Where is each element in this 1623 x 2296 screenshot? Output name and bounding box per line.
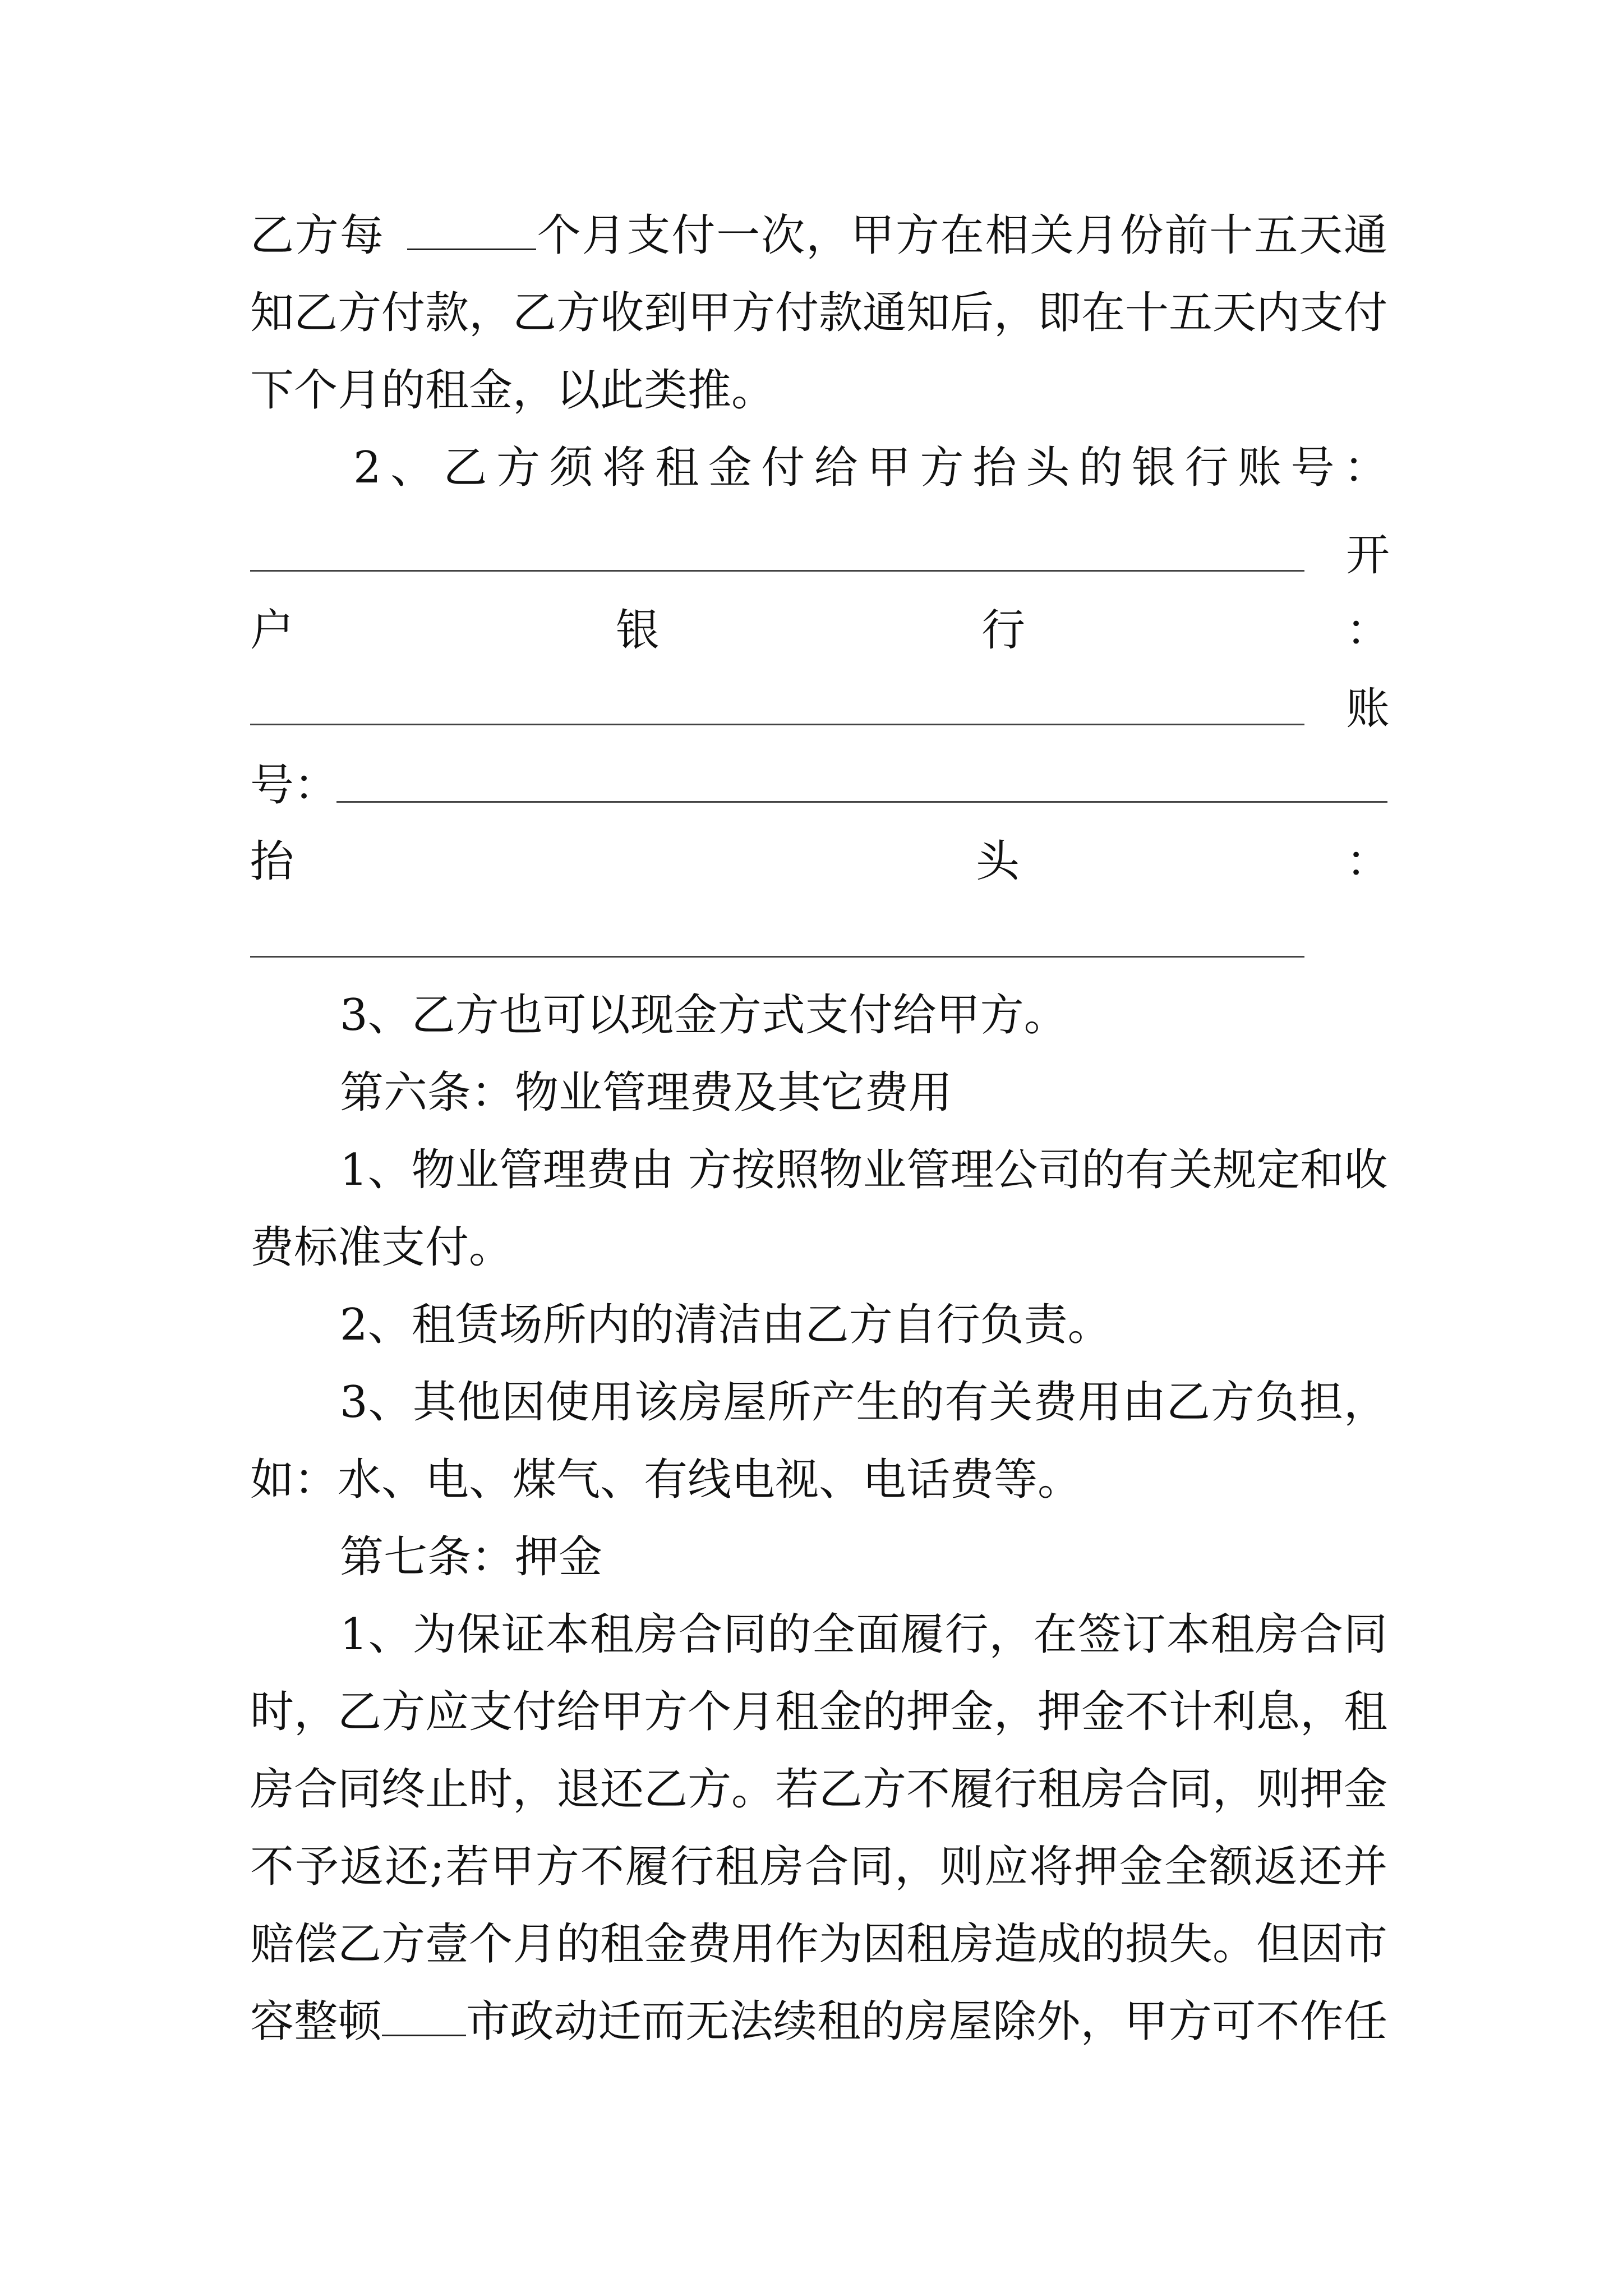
paragraph-line: 3、其他因使用该房屋所产生的有关费用由乙方负担， bbox=[340, 1377, 1387, 1428]
text-segment: 市政动迁而无法续租的房屋除外，甲方可不作任 bbox=[465, 1996, 1387, 2047]
paragraph-line bbox=[250, 208, 1387, 264]
text-segment: ： bbox=[1346, 605, 1390, 656]
text-segment: 乙方每 bbox=[250, 210, 385, 261]
section-heading: 第七条：押金 bbox=[340, 1532, 603, 1582]
paragraph-line: 房合同终止时，退还乙方。若乙方不履行租房合同，则押金 bbox=[250, 1764, 1387, 1815]
account-number-blank bbox=[336, 801, 1387, 803]
paragraph-line: 知乙方付款，乙方收到甲方付款通知后，即在十五天内支付 bbox=[250, 288, 1387, 338]
paragraph-line: 不予返还;若甲方不履行租房合同，则应将押金全额返还并 bbox=[250, 1842, 1387, 1892]
text-segment: 账 bbox=[1346, 684, 1390, 734]
paragraph-line bbox=[250, 1994, 1387, 2050]
bank-account-blank bbox=[250, 570, 1304, 572]
section-heading: 第六条：物业管理费及其它费用 bbox=[340, 1068, 953, 1118]
paragraph-line: 下个月的租金，以此类推。 bbox=[250, 365, 776, 416]
paragraph-line: 3、乙方也可以现金方式支付给甲方。 bbox=[340, 990, 1068, 1041]
paragraph-line: 如：水、电、煤气、有线电视、电话费等。 bbox=[250, 1455, 1082, 1505]
text-segment: 头 bbox=[976, 836, 1020, 887]
text-segment: 银 bbox=[616, 605, 660, 656]
text-segment: 容整顿 bbox=[250, 1996, 382, 2047]
paragraph-line: 2、乙方须将租金付给甲方抬头的银行账号： bbox=[353, 443, 1387, 493]
text-segment: 抬 bbox=[250, 836, 294, 887]
months-blank bbox=[407, 214, 536, 250]
paragraph-line: 赔偿乙方壹个月的租金费用作为因租房造成的损失。但因市 bbox=[250, 1919, 1387, 1970]
text-segment: 行 bbox=[981, 605, 1026, 656]
bank-name-blank bbox=[250, 724, 1304, 725]
paragraph-line: 时，乙方应支付给甲方个月租金的押金，押金不计利息，租 bbox=[250, 1687, 1387, 1737]
text-segment: ： bbox=[1346, 836, 1390, 887]
city-blank bbox=[382, 2000, 466, 2036]
paragraph-line: 1、物业管理费由 方按照物业管理公司的有关规定和收 bbox=[340, 1145, 1387, 1195]
paragraph-line: 2、租赁场所内的清洁由乙方自行负责。 bbox=[340, 1300, 1112, 1350]
text-segment: 个月支付一次，甲方在相关月份前十五天通 bbox=[536, 210, 1387, 261]
paragraph-line: 费标准支付。 bbox=[250, 1222, 513, 1273]
text-segment: 号： bbox=[250, 760, 338, 811]
text-segment: 户 bbox=[250, 605, 294, 656]
paragraph-line: 1、为保证本租房合同的全面履行，在签订本租房合同 bbox=[340, 1609, 1387, 1660]
account-title-blank bbox=[250, 956, 1304, 958]
text-segment: 开 bbox=[1346, 530, 1390, 581]
